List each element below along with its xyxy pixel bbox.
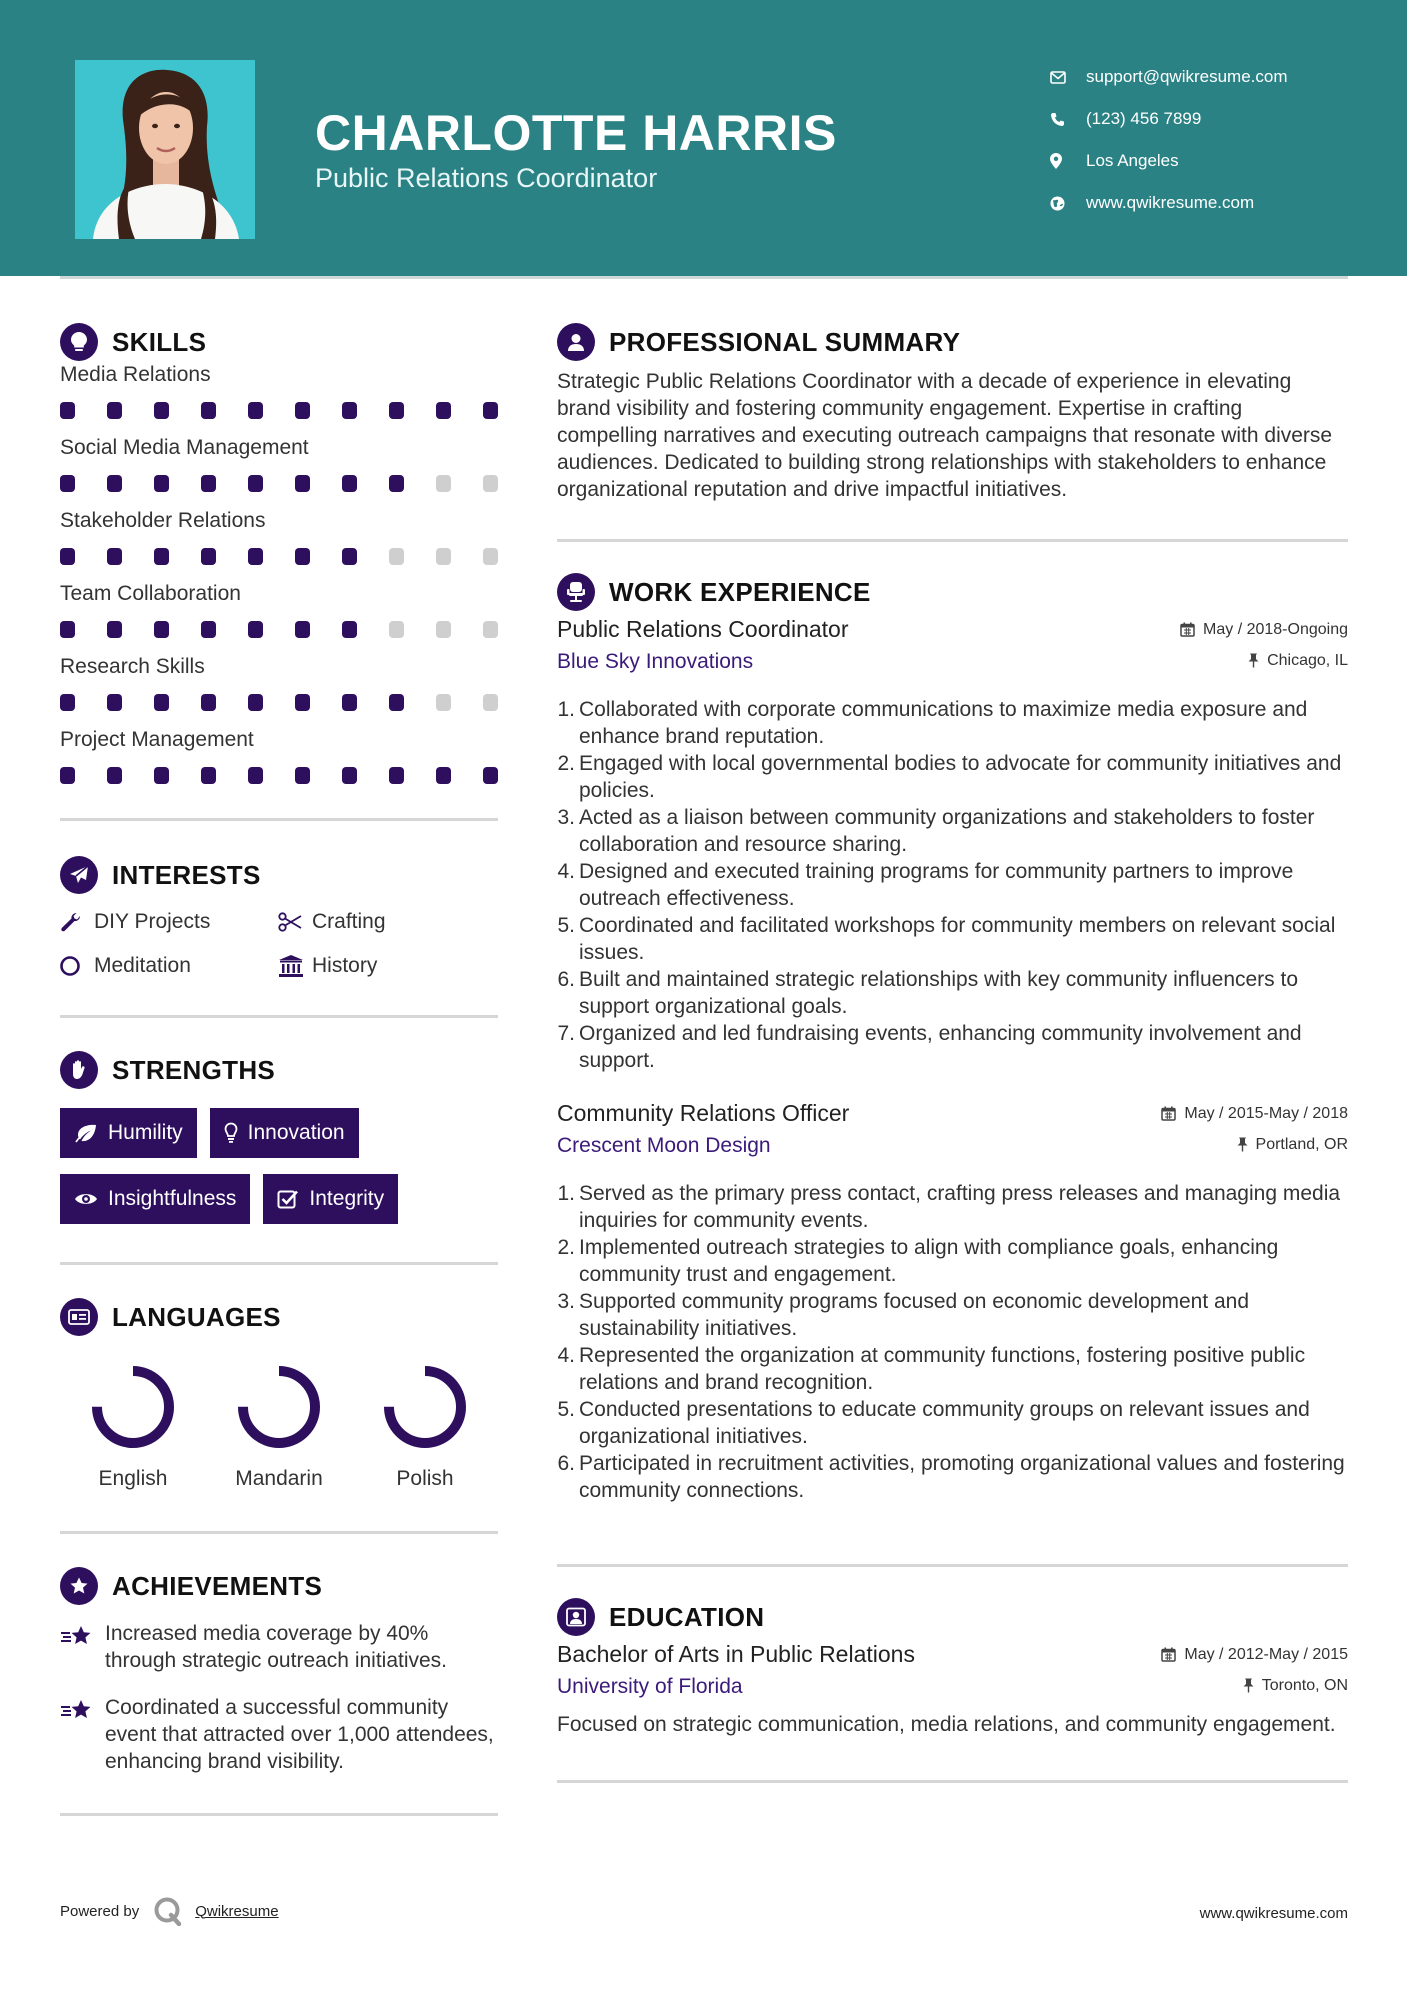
interests-heading: INTERESTS [60,853,498,897]
rating-dot-filled [342,402,357,419]
education-location: Toronto, ON [1243,1677,1348,1695]
rating-dot-filled [60,621,75,638]
rating-dot-empty [436,621,451,638]
chair-icon [557,573,595,611]
skill-name: Project Management [60,728,254,751]
rating-dot-filled [201,694,216,711]
summary-text: Strategic Public Relations Coordinator with a decade of experience in elevating brand visibility and fostering community engagement. Expertise in crafting compelling narratives and executing outreach campaigns that resonate with diverse audiences. Dedicated to building strong relationships with stakeholders to enhance organizational reputation and drive impactful initiatives. [557,370,1333,501]
rating-dot-filled [201,475,216,492]
rating-dot-filled [107,694,122,711]
qwikresume-link[interactable]: Qwikresume [195,1902,279,1920]
interest-item: Crafting [278,907,498,937]
strength-badge: Integrity [263,1174,398,1224]
rating-dot-empty [483,621,498,638]
rating-dot-empty [483,475,498,492]
skill-name: Stakeholder Relations [60,509,266,532]
user-icon [557,323,595,361]
rating-dot-empty [483,694,498,711]
job-bullet: 6. Participated in recruitment activities, promoting organizational values and fostering community connections. [557,1452,1345,1502]
summary-heading: PROFESSIONAL SUMMARY [557,320,1348,364]
rating-dot-filled [295,475,310,492]
education-heading: EDUCATION [557,1595,1348,1639]
skills-heading: SKILLS [60,320,498,364]
experience-list [557,616,1348,1504]
rating-dot-filled [154,548,169,565]
rating-dot-filled [154,694,169,711]
rating-dot-filled [248,548,263,565]
eye-icon [74,1191,98,1207]
rating-dot-filled [107,621,122,638]
language-item [60,1361,206,1491]
education-entry [557,1641,1348,1738]
interest-item: DIY Projects [60,907,278,937]
footer-powered-by: Powered by Qwikresume [60,1896,279,1926]
rating-dot-empty [436,694,451,711]
job-bullet: 3. Supported community programs focused on economic development and sustainability initiatives. [557,1290,1250,1340]
circle-icon [60,955,94,977]
job-location: Chicago, IL [1248,652,1348,670]
language-ring [233,1361,325,1453]
language-level-arc [243,1371,315,1443]
company-name: Blue Sky Innovations [557,650,754,673]
rating-dot-filled [295,402,310,419]
rating-dot-filled [342,475,357,492]
graduate-icon [557,1598,595,1636]
section-divider [557,1564,1348,1567]
strengths-heading: STRENGTHS [60,1048,498,1092]
rating-dot-filled [436,767,451,784]
interests-list [60,907,498,981]
envelope-icon [1050,71,1086,84]
rating-dot-filled [201,548,216,565]
job-dates: May / 2015-May / 2018 [1161,1105,1348,1123]
job-title: Public Relations Coordinator [557,616,849,642]
rating-dot-filled [60,402,75,419]
job-title: Community Relations Officer [557,1100,850,1126]
pushpin-icon [1237,1137,1248,1152]
job-bullet: 5. Coordinated and facilitated workshops for community members on relevant social issues. [557,914,1336,964]
job-bullet: 4. Designed and executed training programs for community partners to improve outreach effectiveness. [557,860,1294,910]
header-divider [60,276,1348,279]
strength-badge: Innovation [210,1108,359,1158]
rating-dot-filled [248,475,263,492]
rating-dot-filled [248,767,263,784]
job-bullet: 1. Served as the primary press contact, crafting press releases and managing media inquiries for community events. [557,1182,1341,1232]
job-bullet: 6. Built and maintained strategic relationships with key community influencers to support organizational goals. [557,968,1299,1018]
hand-icon [60,1051,98,1089]
lightbulb-icon [60,323,98,361]
rating-dot-filled [342,621,357,638]
rating-dot-filled [295,767,310,784]
skill-item [60,360,498,433]
id-card-icon [60,1298,98,1336]
rating-dot-filled [201,621,216,638]
rating-dot-filled [154,767,169,784]
job-bullet: 3. Acted as a liaison between community organizations and stakeholders to foster collaboration and resource sharing. [557,806,1315,856]
pushpin-icon [1243,1678,1254,1693]
rating-dot-empty [389,548,404,565]
scissors-icon [278,912,312,932]
profile-photo [75,60,255,239]
section-divider [60,818,498,821]
shooting-star-icon [60,1620,105,1674]
section-divider [60,1015,498,1018]
language-level-arc [389,1371,461,1443]
rating-dot-empty [389,621,404,638]
job-bullets [557,1180,1348,1504]
job-bullet: 5. Conducted presentations to educate community groups on relevant issues and organizational initiatives. [557,1398,1310,1448]
skill-name: Research Skills [60,655,205,678]
language-item [206,1361,352,1491]
left-column [60,320,498,1816]
languages-list [60,1361,498,1491]
school-name: University of Florida [557,1675,743,1698]
degree-title: Bachelor of Arts in Public Relations [557,1641,915,1667]
rating-dot-filled [107,402,122,419]
footer-website[interactable]: www.qwikresume.com [1199,1905,1348,1922]
rating-dot-filled [60,548,75,565]
rating-dot-filled [107,475,122,492]
rating-dot-filled [295,694,310,711]
education-text: Focused on strategic communication, media relations, and community engagement. [557,1713,1336,1736]
globe-icon [1050,196,1086,211]
rating-dot-filled [60,767,75,784]
language-ring [87,1361,179,1453]
phone-icon [1050,112,1086,127]
job-location: Portland, OR [1237,1136,1348,1154]
job-bullets [557,696,1348,1074]
achievement-item: Coordinated a successful community event that attracted over 1,000 attendees, enhancing brand visibility. [60,1694,498,1775]
section-divider [557,1780,1348,1783]
calendar-icon [1161,1106,1176,1121]
contact-website[interactable]: www.qwikresume.com [1050,182,1380,224]
right-column [557,320,1348,1783]
job-entry [557,1100,1348,1504]
rating-dot-filled [154,475,169,492]
rating-dot-filled [107,767,122,784]
job-bullet: 2. Engaged with local governmental bodies to advocate for community initiatives and policies. [557,752,1342,802]
star-badge-icon [60,1567,98,1605]
language-level-arc [97,1371,169,1443]
skill-rating [60,475,498,492]
rating-dot-filled [154,402,169,419]
job-dates: May / 2018-Ongoing [1180,621,1348,639]
rating-dot-filled [107,548,122,565]
achievements-heading: ACHIEVEMENTS [60,1564,498,1608]
skill-item [60,652,498,725]
rating-dot-empty [436,475,451,492]
qwikresume-logo-icon [153,1896,183,1926]
rating-dot-filled [60,475,75,492]
section-divider [60,1531,498,1534]
language-name: Polish [396,1467,454,1490]
skill-rating [60,767,498,784]
rating-dot-filled [342,767,357,784]
language-item [352,1361,498,1491]
skill-name: Media Relations [60,363,211,386]
strength-badge: Humility [60,1108,197,1158]
checkbox-icon [277,1188,299,1210]
header-band [0,0,1407,276]
shooting-star-icon [60,1694,105,1775]
skill-rating [60,548,498,565]
section-divider [60,1813,498,1816]
paper-plane-icon [60,856,98,894]
rating-dot-filled [201,402,216,419]
rating-dot-filled [295,621,310,638]
wrench-icon [60,911,94,933]
job-bullet: 1. Collaborated with corporate communications to maximize media exposure and enhance brand reputation. [557,698,1308,748]
rating-dot-filled [389,475,404,492]
calendar-icon [1180,622,1195,637]
interest-item: History [278,951,498,981]
candidate-name: CHARLOTTE HARRIS [315,105,837,161]
strengths-list [60,1108,498,1224]
rating-dot-filled [295,548,310,565]
rating-dot-filled [248,694,263,711]
job-entry [557,616,1348,1074]
section-divider [60,1262,498,1265]
job-bullet: 4. Represented the organization at community functions, fostering positive public relations and brand recognition. [557,1344,1306,1394]
rating-dot-filled [436,402,451,419]
leaf-icon [74,1123,98,1143]
rating-dot-filled [248,402,263,419]
skill-name: Team Collaboration [60,582,241,605]
map-pin-icon [1050,153,1086,169]
rating-dot-filled [389,694,404,711]
skill-name: Social Media Management [60,436,309,459]
skill-item [60,506,498,579]
job-bullet: 7. Organized and led fundraising events, enhancing community involvement and support. [557,1022,1302,1072]
language-ring [379,1361,471,1453]
skill-item [60,579,498,652]
rating-dot-empty [436,548,451,565]
contact-email[interactable]: support@qwikresume.com [1050,56,1380,98]
rating-dot-filled [201,767,216,784]
rating-dot-filled [248,621,263,638]
contact-list [1050,56,1380,224]
achievement-item: Increased media coverage by 40% through strategic outreach initiatives. [60,1620,498,1674]
job-bullet: 2. Implemented outreach strategies to align with compliance goals, enhancing community trust and engagement. [557,1236,1279,1286]
language-name: Mandarin [235,1467,323,1490]
skills-list [60,360,498,798]
language-name: English [98,1467,168,1490]
pushpin-icon [1248,653,1259,668]
rating-dot-filled [342,694,357,711]
rating-dot-filled [483,402,498,419]
museum-icon [278,954,312,978]
calendar-icon [1161,1647,1176,1662]
skill-rating [60,402,498,419]
rating-dot-filled [389,402,404,419]
lightbulb-icon [224,1122,238,1144]
rating-dot-filled [60,694,75,711]
interest-item: Meditation [60,951,278,981]
experience-heading: WORK EXPERIENCE [557,570,1348,614]
section-divider [557,539,1348,542]
skill-item [60,433,498,506]
rating-dot-filled [389,767,404,784]
candidate-role: Public Relations Coordinator [315,163,658,193]
skill-item [60,725,498,798]
rating-dot-filled [154,621,169,638]
rating-dot-filled [342,548,357,565]
contact-location: Los Angeles [1050,140,1380,182]
education-dates: May / 2012-May / 2015 [1161,1646,1348,1664]
rating-dot-empty [483,548,498,565]
skill-rating [60,694,498,711]
strength-badge: Insightfulness [60,1174,250,1224]
rating-dot-filled [483,767,498,784]
languages-heading: LANGUAGES [60,1295,498,1339]
achievements-list [60,1620,498,1775]
contact-phone[interactable]: (123) 456 7899 [1050,98,1380,140]
company-name: Crescent Moon Design [557,1134,771,1157]
skill-rating [60,621,498,638]
